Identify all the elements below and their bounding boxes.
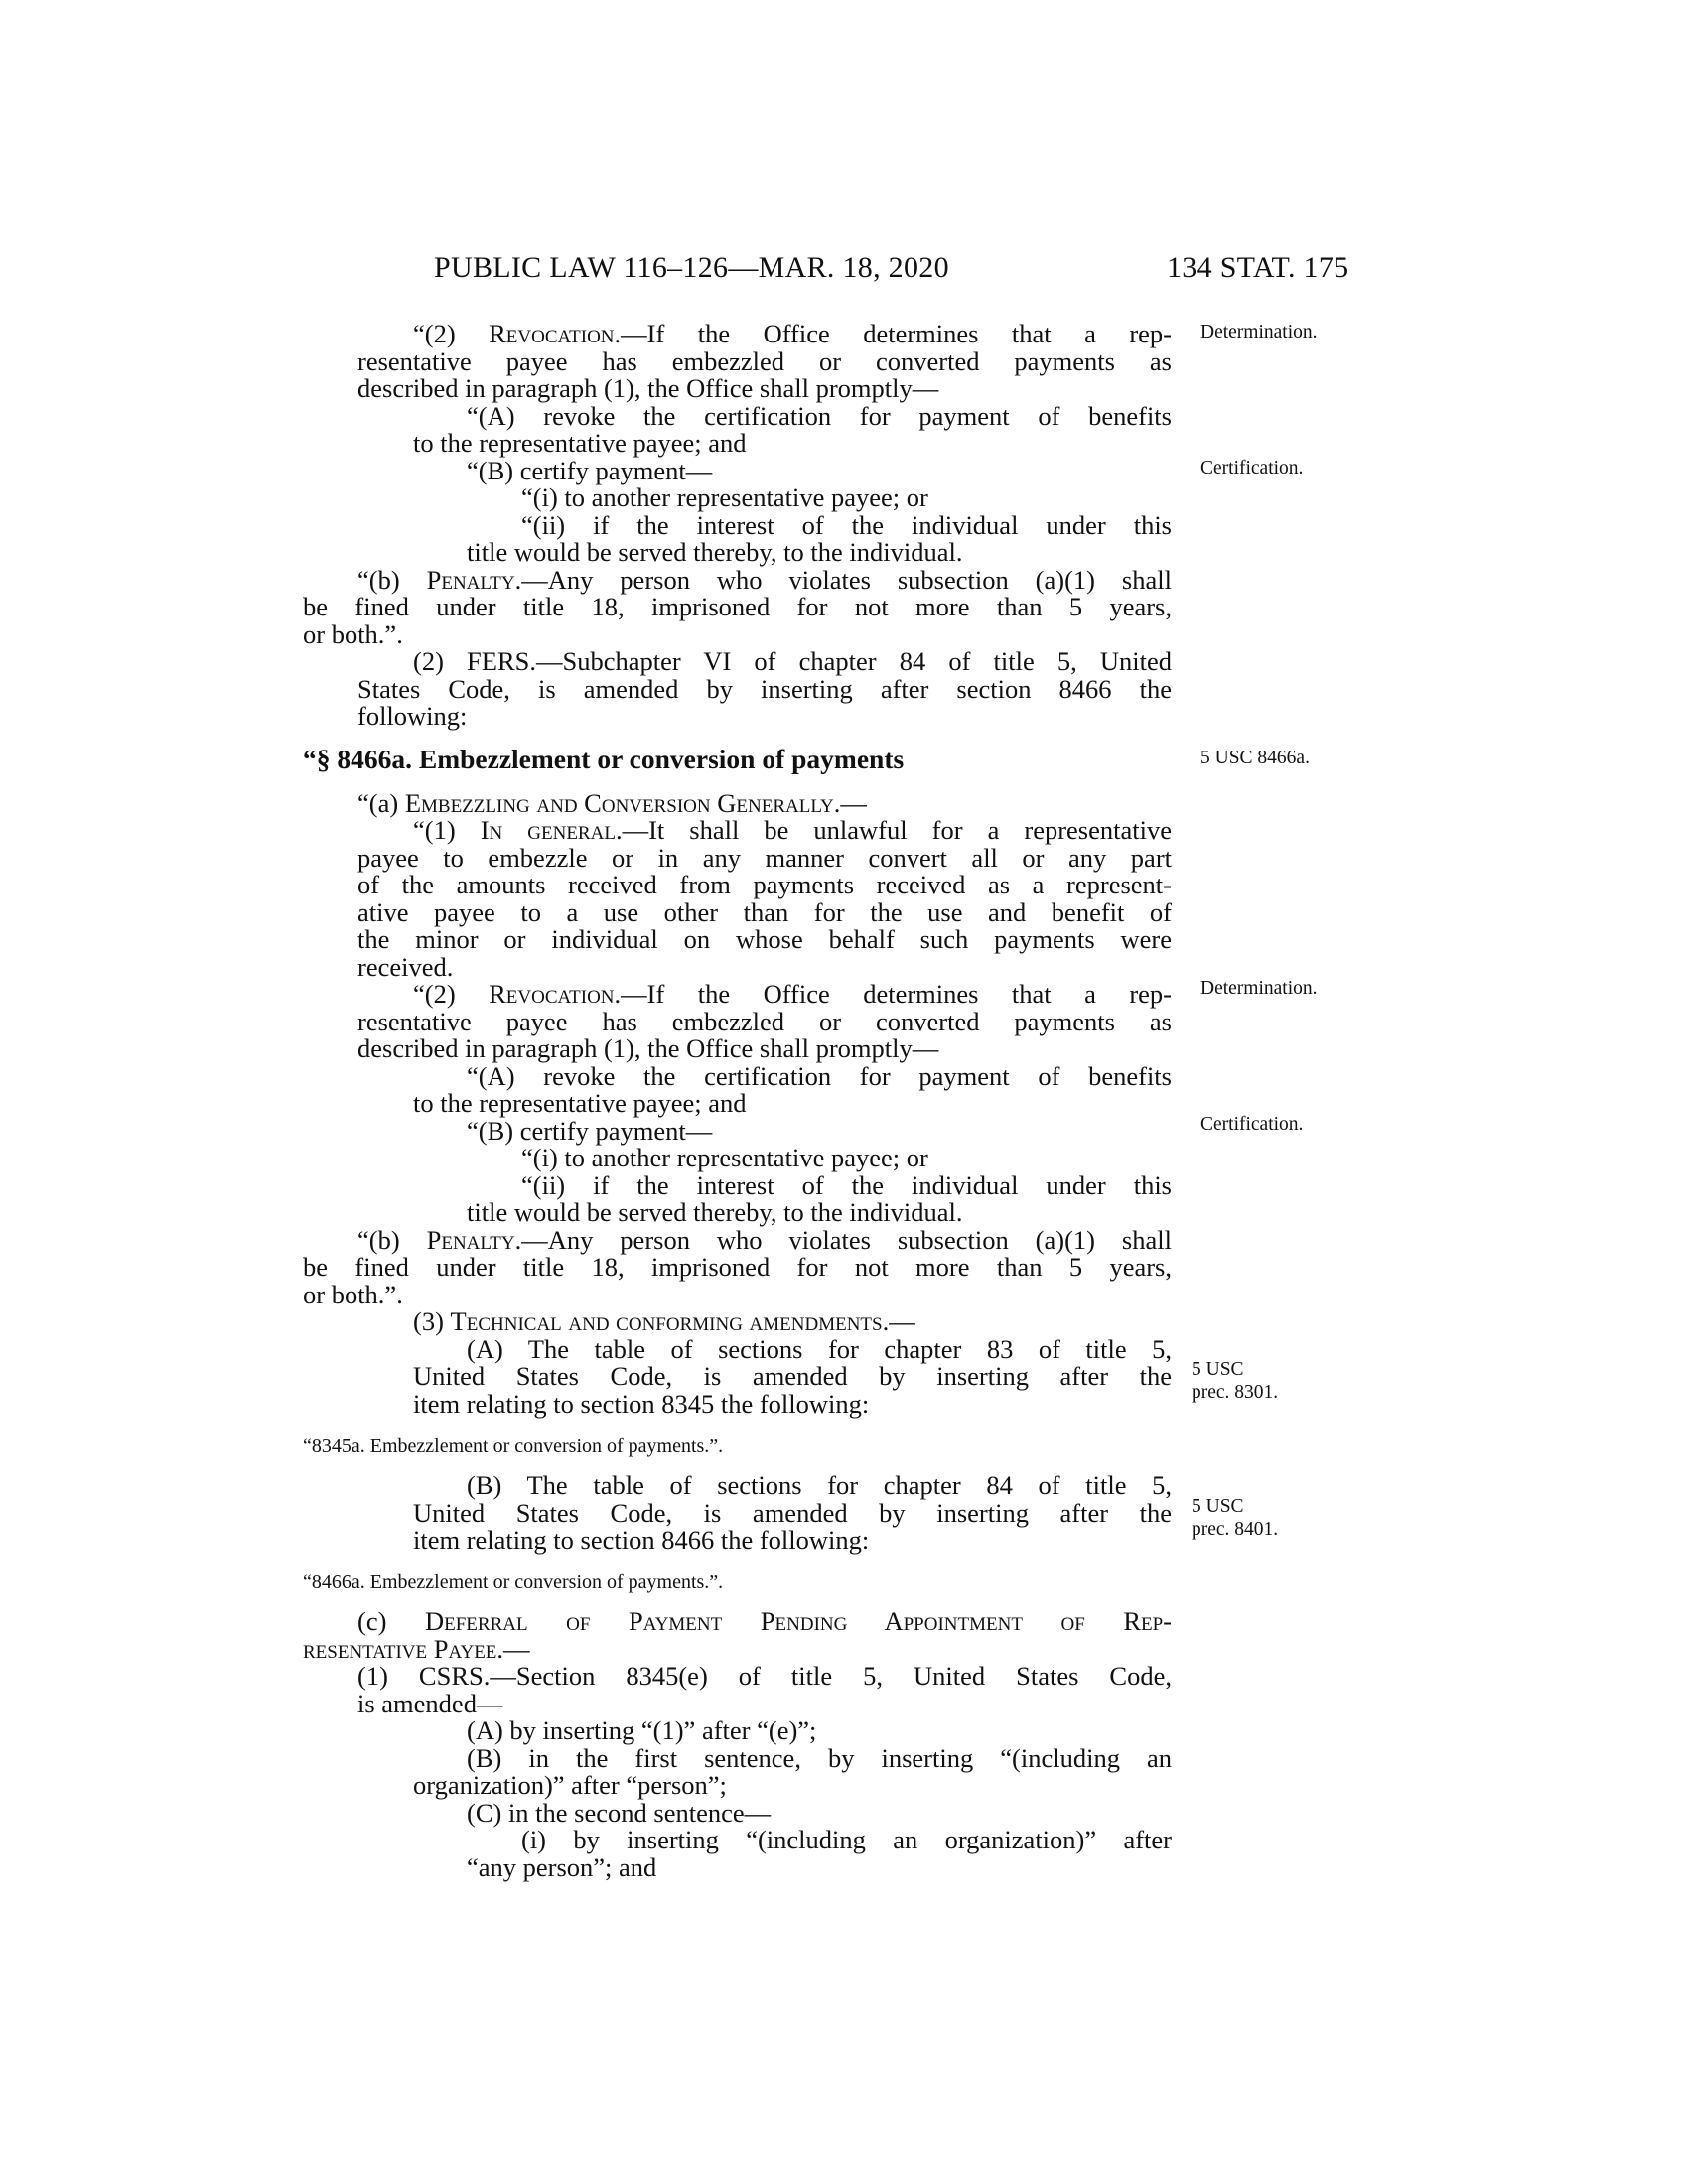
text-line: described in paragraph (1), the Office shall promptly— [357, 1033, 939, 1063]
margin-note-usc-prec-8301-b: prec. 8301. [1192, 1382, 1279, 1403]
text-line: organization)” after “person”; [413, 1770, 727, 1800]
text-line: “(2) Revocation.—If the Office determines that a rep- [413, 979, 1172, 1009]
running-header-right: 134 STAT. 175 [1167, 251, 1349, 284]
text-line: item relating to section 8466 the following: [413, 1525, 870, 1555]
text-line: United States Code, is amended by inserting after the [413, 1361, 1172, 1391]
text-line: “any person”; and [467, 1852, 657, 1882]
margin-note-certification: Certification. [1200, 458, 1304, 478]
text-line: “(A) revoke the certification for payment of benefits [467, 401, 1172, 431]
text-line: “(ii) if the interest of the individual under this [521, 510, 1172, 540]
text-line: “(B) certify payment— [467, 1116, 713, 1146]
margin-note-usc-prec-8401-b: prec. 8401. [1192, 1519, 1279, 1540]
text-line: “(i) to another representative payee; or [521, 1143, 928, 1172]
table-item-8466a: “8466a. Embezzlement or conversion of payments.”. [303, 1571, 724, 1593]
text-line: (2) FERS.—Subchapter VI of chapter 84 of title 5, United [413, 646, 1172, 676]
text-line: the minor or individual on whose behalf such payments were [357, 924, 1172, 954]
margin-note-usc-prec-8401-a: 5 USC [1192, 1496, 1244, 1517]
text-line: “(a) Embezzling and Conversion Generally.— [357, 788, 867, 818]
text-line: of the amounts received from payments received as a represent- [357, 870, 1172, 899]
text-line: to the representative payee; and [413, 428, 747, 458]
margin-note-determination-2: Determination. [1200, 978, 1318, 999]
text-line: be fined under title 18, imprisoned for not more than 5 years, [303, 592, 1172, 621]
text-line: resentative Payee.— [303, 1634, 530, 1664]
text-line: United States Code, is amended by inserting after the [413, 1498, 1172, 1528]
text-line: item relating to section 8345 the following: [413, 1389, 870, 1419]
text-line: following: [357, 701, 468, 731]
text-line: (B) in the first sentence, by inserting “(including an [467, 1743, 1172, 1773]
text-line: “(ii) if the interest of the individual under this [521, 1170, 1172, 1200]
text-line: States Code, is amended by inserting after section 8466 the [357, 674, 1172, 704]
text-line: received. [357, 952, 454, 982]
text-line: or both.”. [303, 619, 403, 649]
table-item-8345a: “8345a. Embezzlement or conversion of payments.”. [303, 1435, 724, 1457]
text-line: “(B) certify payment— [467, 456, 713, 485]
margin-note-usc-8466a: 5 USC 8466a. [1200, 748, 1310, 768]
margin-note-certification-2: Certification. [1200, 1114, 1304, 1135]
text-line: resentative payee has embezzled or converted payments as [357, 1007, 1172, 1036]
text-line: “(A) revoke the certification for payment of benefits [467, 1061, 1172, 1091]
text-line: described in paragraph (1), the Office shall promptly— [357, 373, 939, 403]
text-line: (i) by inserting “(including an organization)” after [521, 1825, 1172, 1854]
text-line: “(2) Revocation.—If the Office determines that a rep- [413, 319, 1172, 348]
section-heading: “§ 8466a. Embezzlement or conversion of payments [303, 744, 905, 774]
text-line: title would be served thereby, to the individual. [467, 1197, 963, 1227]
text-line: “(1) In general.—It shall be unlawful for a representative [413, 815, 1172, 845]
text-line: be fined under title 18, imprisoned for not more than 5 years, [303, 1252, 1172, 1282]
text-line: “(b) Penalty.—Any person who violates subsection (a)(1) shall [357, 1225, 1172, 1255]
text-line: (B) The table of sections for chapter 84 of title 5, [467, 1470, 1172, 1500]
text-line: (1) CSRS.—Section 8345(e) of title 5, United States Code, [357, 1661, 1172, 1691]
margin-note-determination: Determination. [1200, 322, 1318, 342]
text-line: title would be served thereby, to the individual. [467, 537, 963, 567]
margin-note-usc-prec-8301-a: 5 USC [1192, 1359, 1244, 1380]
text-line: (A) The table of sections for chapter 83 of title 5, [467, 1334, 1172, 1364]
text-line: (3) Technical and conforming amendments.— [413, 1306, 915, 1336]
text-line: “(i) to another representative payee; or [521, 482, 928, 512]
text-line: (C) in the second sentence— [467, 1798, 772, 1828]
running-header-left: PUBLIC LAW 116–126—MAR. 18, 2020 [434, 251, 949, 284]
text-line: or both.”. [303, 1280, 403, 1309]
text-line: payee to embezzle or in any manner convert all or any part [357, 843, 1172, 873]
text-line: to the representative payee; and [413, 1088, 747, 1118]
text-line: “(b) Penalty.—Any person who violates subsection (a)(1) shall [357, 565, 1172, 595]
text-line: (c) Deferral of Payment Pending Appointment of Rep- [357, 1606, 1173, 1636]
text-line: is amended— [357, 1689, 503, 1718]
text-line: ative payee to a use other than for the use and benefit of [357, 897, 1172, 927]
text-line: resentative payee has embezzled or converted payments as [357, 346, 1172, 376]
text-line: (A) by inserting “(1)” after “(e)”; [467, 1715, 817, 1745]
